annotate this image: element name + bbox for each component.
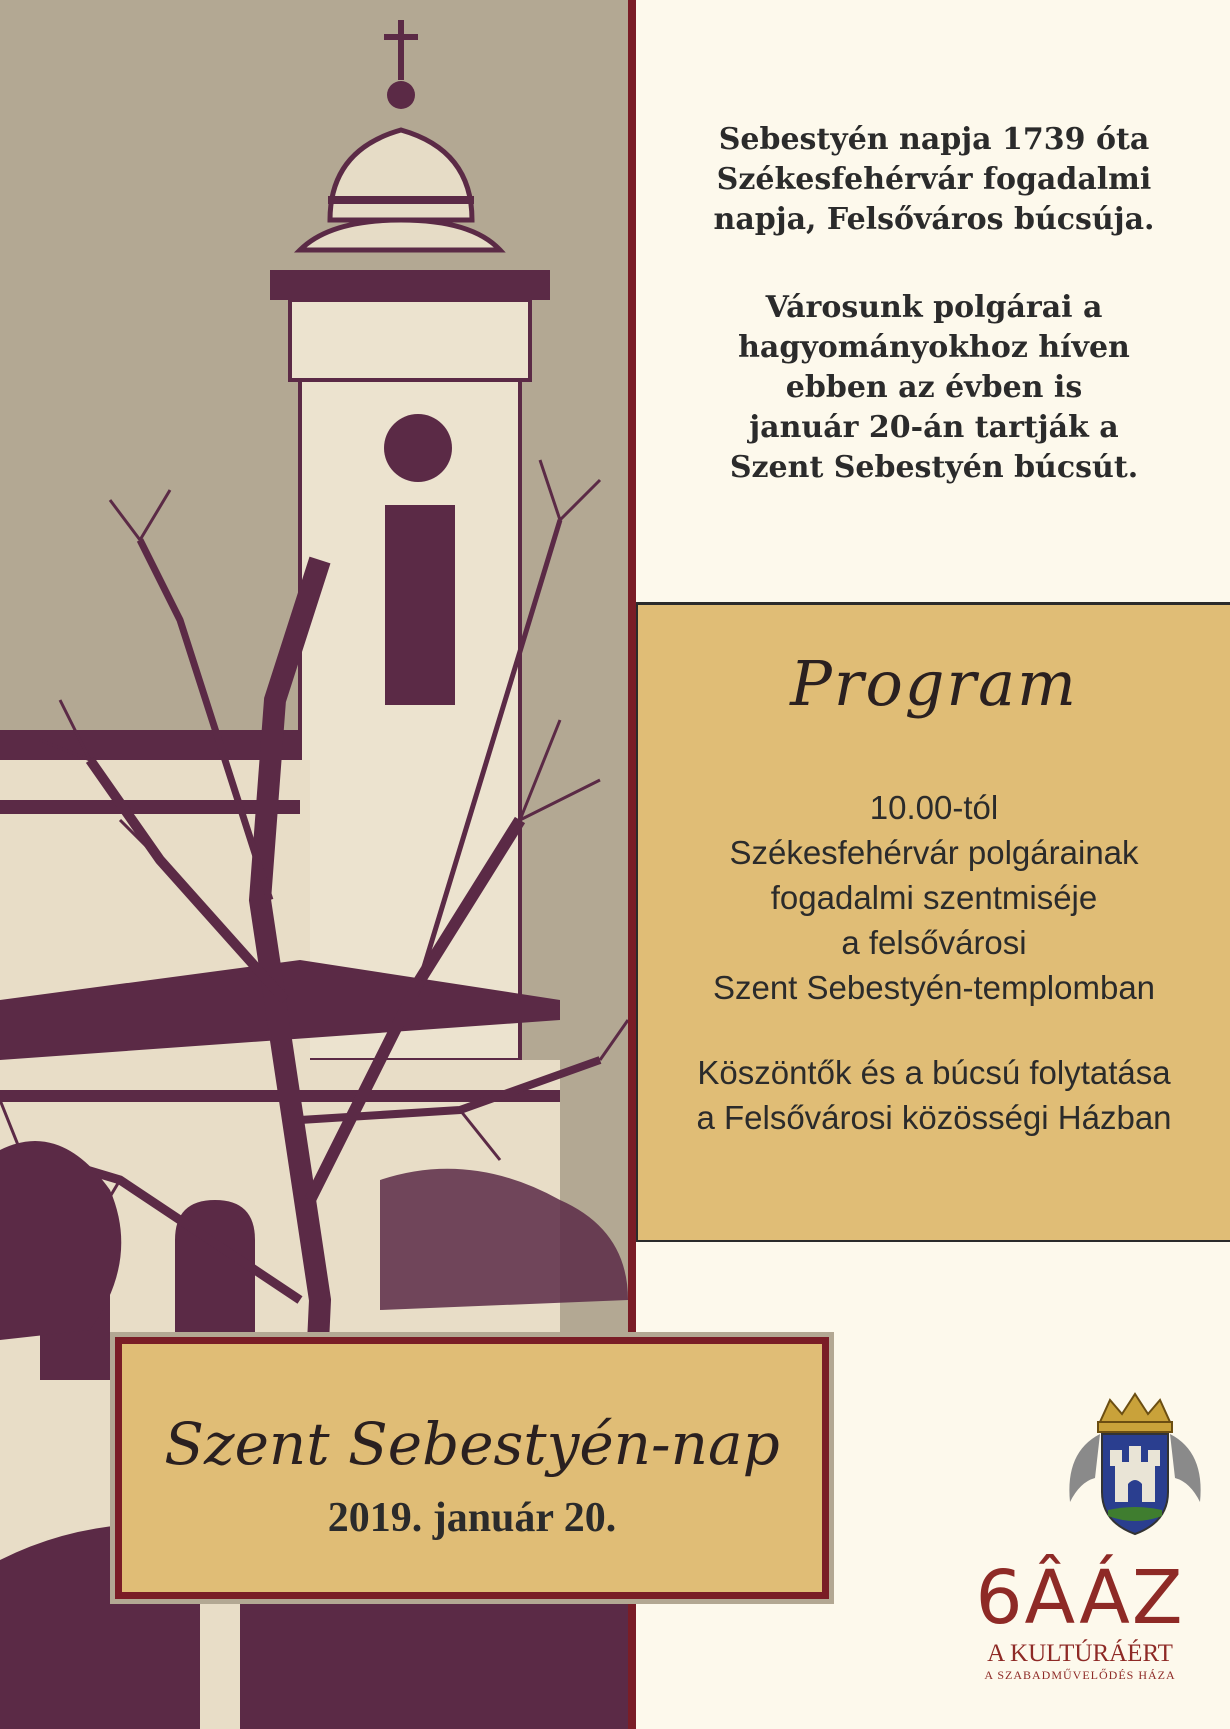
logo-mark: 6ÂÁZ — [975, 1555, 1185, 1641]
intro-paragraph-2 — [660, 288, 1208, 488]
kulturaert-logo — [950, 1555, 1210, 1708]
logo-line-1: A KULTÚRÁÉRT — [987, 1640, 1173, 1667]
intro-line: napja, Felsőváros búcsúja. — [713, 202, 1155, 237]
event-title-inner — [122, 1344, 822, 1592]
intro-line: Szent Sebestyén búcsút. — [729, 450, 1139, 485]
intro-text — [660, 120, 1208, 536]
event-title-box — [110, 1332, 834, 1604]
intro-line: Székesfehérvár fogadalmi — [716, 162, 1152, 197]
program-line: fogadalmi szentmiséje — [770, 879, 1098, 916]
program-line: Székesfehérvár polgárainak — [729, 834, 1139, 871]
program-line: Köszöntők és a búcsú folytatása — [697, 1054, 1171, 1091]
program-line: 10.00-tól — [869, 789, 999, 826]
intro-line: Sebestyén napja 1739 óta — [718, 122, 1150, 157]
program-line: a Felsővárosi közösségi Házban — [696, 1099, 1172, 1136]
program-line: a felsővárosi — [841, 924, 1027, 961]
program-line: Szent Sebestyén-templomban — [712, 969, 1156, 1006]
program-title: Program — [790, 647, 1078, 720]
event-date: 2019. január 20. — [327, 1495, 617, 1541]
city-coat-of-arms-icon — [1060, 1392, 1210, 1540]
intro-line: január 20-án tartják a — [749, 410, 1119, 445]
program-body — [638, 785, 1230, 1180]
logo-line-2: A SZABADMŰVELŐDÉS HÁZA — [984, 1668, 1176, 1682]
program-block-1 — [638, 785, 1230, 1010]
program-box — [636, 602, 1230, 1242]
program-block-2 — [638, 1050, 1230, 1140]
intro-line: Városunk polgárai a — [765, 290, 1103, 325]
intro-line: hagyományokhoz híven — [738, 330, 1130, 365]
event-title: Szent Sebestyén-nap — [164, 1410, 780, 1478]
intro-paragraph-1 — [660, 120, 1208, 240]
intro-line: ebben az évben is — [785, 370, 1083, 405]
